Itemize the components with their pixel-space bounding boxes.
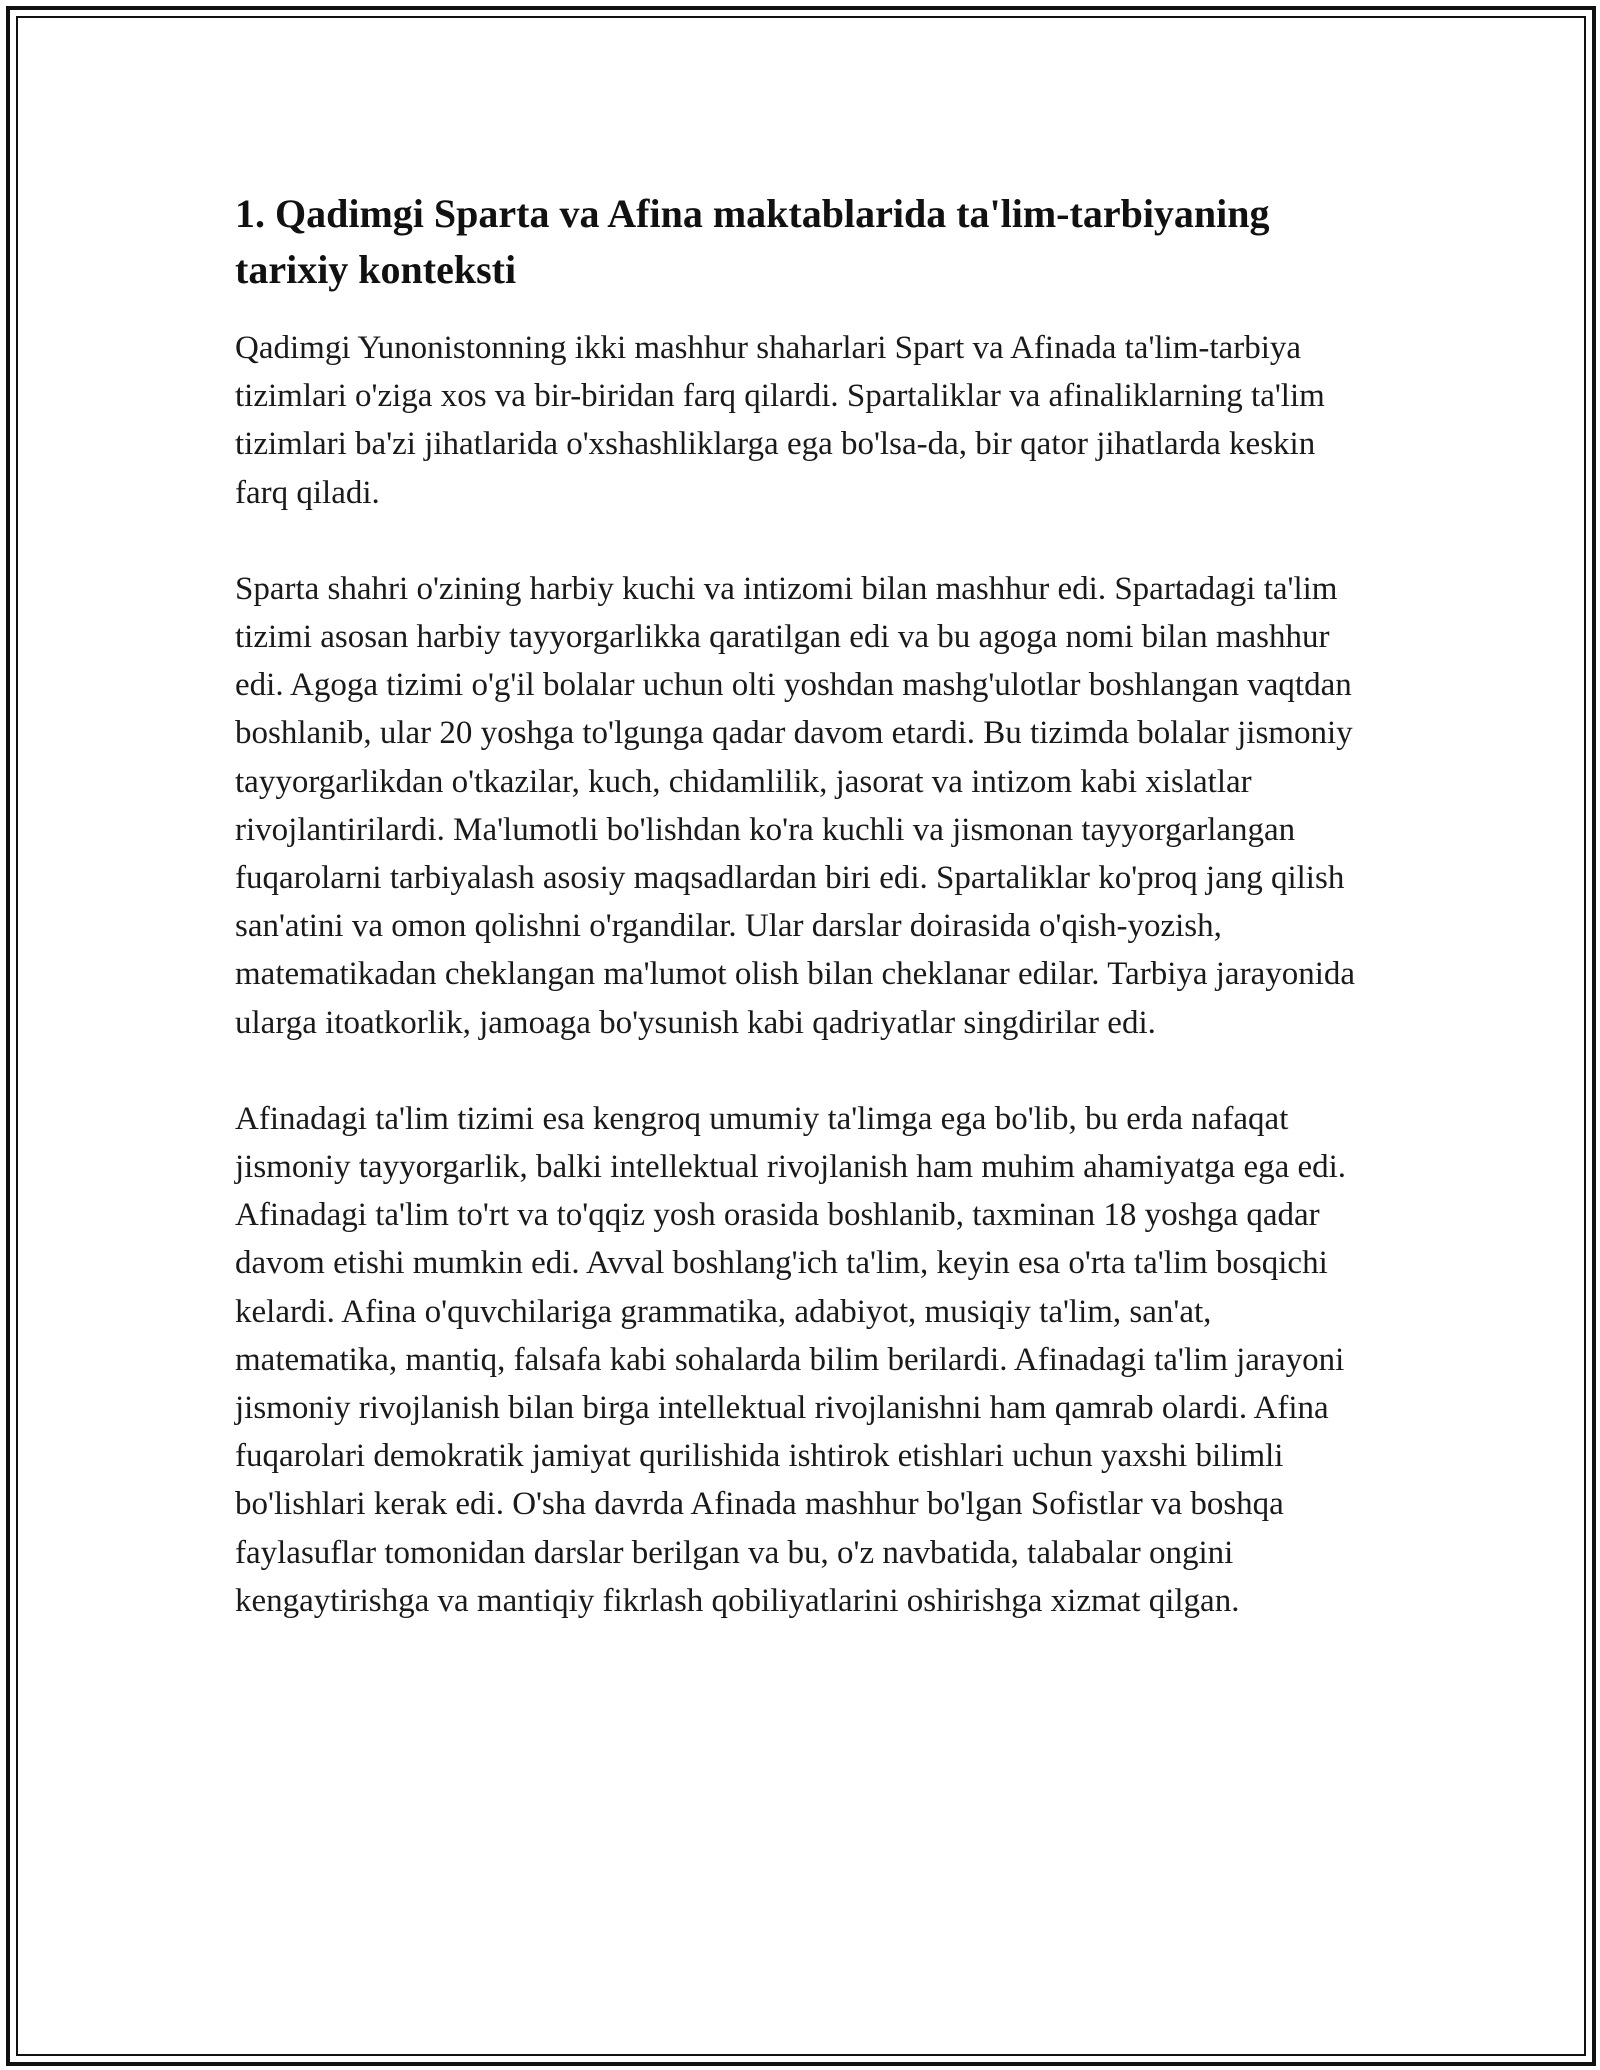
section-heading: 1. Qadimgi Sparta va Afina maktablarida ta'lim-tarbiyaning tarixiy konteksti [235, 191, 1270, 292]
document-body [235, 186, 1375, 1625]
paragraph-sparta: Sparta shahri o'zining harbiy kuchi va intizomi bilan mashhur edi. Spartadagi ta'lim tizimi asosan harbiy tayyorgarlikka qaratilgan edi va bu agoga nomi bilan mashhur edi. Agoga tizimi o'g'il bolalar uchun olti yoshdan mashg'ulotlar boshlangan vaqtdan boshlanib, ular 20 yoshga to'lgunga qadar davom etardi. Bu tizimda bolalar jismoniy tayyorgarlikdan o'tkazilar, kuch, chidamlilik, jasorat va intizom kabi xislatlar rivojlantirilardi. Ma'lumotli bo'lishdan ko'ra kuchli va jismonan tayyorgarlangan fuqarolarni tarbiyalash asosiy maqsadlardan biri edi. Spartaliklar ko'proq jang qilish san'atini va omon qolishni o'rgandilar. Ular darslar doirasida o'qish-yozish, matematikadan cheklangan ma'lumot olish bilan cheklanar edilar. Tarbiya jarayonida ularga itoatkorlik, jamoaga bo'ysunish kabi qadriyatlar singdirilar edi. [235, 570, 1356, 1041]
paragraph-athens: Afinadagi ta'lim tizimi esa kengroq umumiy ta'limga ega bo'lib, bu erda nafaqat jismoniy tayyorgarlik, balki intellektual rivojlanish ham muhim ahamiyatga ega edi. Afinadagi ta'lim to'rt va to'qqiz yosh orasida boshlanib, taxminan 18 yoshga qadar davom etishi mumkin edi. Avval boshlang'ich ta'lim, keyin esa o'rta ta'lim bosqichi kelardi. Afina o'quvchilariga grammatika, adabiyot, musiqiy ta'lim, san'at, matematika, mantiq, falsafa kabi sohalarda bilim berilardi. Afinadagi ta'lim jarayoni jismoniy rivojlanish bilan birga intellektual rivojlanishni ham qamrab olardi. Afina fuqarolari demokratik jamiyat qurilishida ishtirok etishlari uchun yaxshi bilimli bo'lishlari kerak edi. O'sha davrda Afinada mashhur bo'lgan Sofistlar va boshqa faylasuflar tomonidan darslar berilgan va bu, o'z navbatida, talabalar ongini kengaytirishga va mantiqiy fikrlash qobiliyatlarini oshirishga xizmat qilgan. [235, 1100, 1347, 1619]
paragraph-intro: Qadimgi Yunonistonning ikki mashhur shaharlari Spart va Afinada ta'lim-tarbiya tizimlari o'ziga xos va bir-biridan farq qilardi. Spartaliklar va afinaliklarning ta'lim tizimlari ba'zi jihatlarida o'xshashliklarga ega bo'lsa-da, bir qator jihatlarda keskin farq qiladi. [235, 330, 1325, 511]
